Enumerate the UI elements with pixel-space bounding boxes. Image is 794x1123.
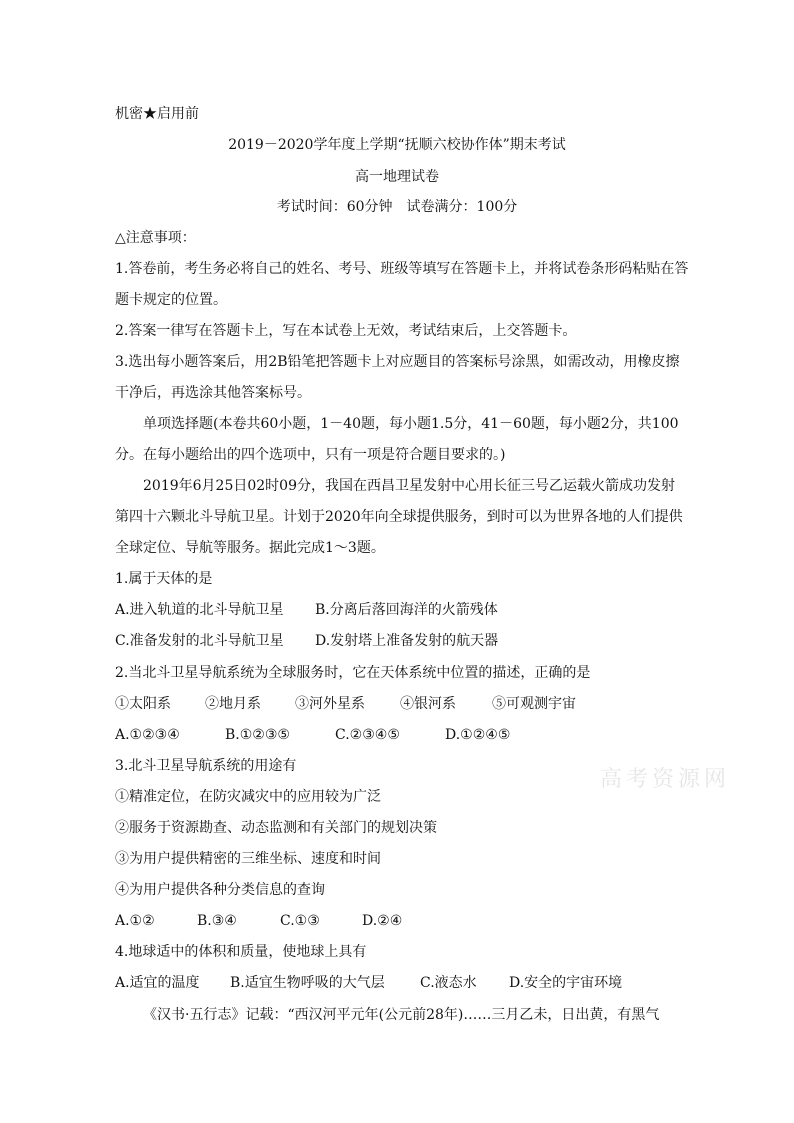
question-1-stem: 1.属于天体的是 — [115, 571, 213, 587]
question-1-option-a: A.进入轨道的北斗导航卫星 — [115, 602, 284, 618]
question-3-option-a: A.①② — [115, 913, 155, 929]
section-instructions-line-2: 分。在每小题给出的四个选项中，只有一项是符合题目要求的。) — [115, 447, 506, 463]
question-2-option-b: B.①②③⑤ — [225, 727, 290, 743]
exam-info: 考试时间：60分钟 试卷满分：100分 — [276, 199, 518, 215]
passage-1-line-3: 全球定位、导航等服务。据此完成1～3题。 — [115, 540, 385, 556]
question-2-option-a: A.①②③④ — [115, 727, 180, 743]
question-3-item-1: ①精准定位，在防灾减灾中的应用较为广泛 — [115, 789, 381, 805]
question-3-item-2: ②服务于资源勘查、动态监测和有关部门的规划决策 — [115, 820, 437, 836]
question-2-option-c: C.②③④⑤ — [335, 727, 400, 743]
question-4-option-c: C.液态水 — [420, 975, 477, 991]
confidential-label: 机密★启用前 — [115, 106, 199, 122]
question-2-item-4: ④银河系 — [400, 696, 456, 712]
section-instructions-line-1: 单项选择题(本卷共60小题，1－40题，每小题1.5分，41－60题，每小题2分，共100 — [143, 416, 679, 432]
question-2-option-d: D.①②④⑤ — [445, 727, 511, 743]
note-1-line-1: 1.答卷前，考生务必将自己的姓名、考号、班级等填写在答题卡上，并将试卷条形码粘贴在答 — [115, 261, 689, 277]
question-3-stem: 3.北斗卫星导航系统的用途有 — [115, 758, 297, 774]
question-3-item-4: ④为用户提供各种分类信息的查询 — [115, 882, 325, 898]
question-1-option-c: C.准备发射的北斗导航卫星 — [115, 633, 284, 649]
passage-1-line-2: 第四十六颗北斗导航卫星。计划于2020年向全球提供服务，到时可以为世界各地的人们提供 — [115, 509, 683, 525]
passage-2-line-1: 《汉书·五行志》记载：“西汉河平元年(公元前28年)……三月乙未，日出黄，有黑气 — [143, 1007, 660, 1023]
note-2: 2.答案一律写在答题卡上，写在本试卷上无效，考试结束后，上交答题卡。 — [115, 323, 577, 339]
question-3-item-3: ③为用户提供精密的三维坐标、速度和时间 — [115, 851, 381, 867]
question-1-option-d: D.发射塔上准备发射的航天器 — [315, 633, 499, 649]
notes-heading: △注意事项： — [115, 230, 196, 246]
note-1-line-2: 题卡规定的位置。 — [115, 292, 227, 308]
exam-title: 2019－2020学年度上学期“抚顺六校协作体”期末考试 — [228, 137, 566, 153]
question-2-item-3: ③河外星系 — [295, 696, 365, 712]
exam-subject: 高一地理试卷 — [355, 169, 439, 185]
question-4-stem: 4.地球适中的体积和质量，使地球上具有 — [115, 944, 367, 960]
question-2-item-2: ②地月系 — [205, 696, 261, 712]
note-3-line-2: 干净后，再选涂其他答案标号。 — [115, 385, 311, 401]
question-1-option-b: B.分离后落回海洋的火箭残体 — [315, 602, 498, 618]
question-3-option-c: C.①③ — [280, 913, 320, 929]
watermark: 高考资源网 — [600, 767, 731, 792]
question-4-option-d: D.安全的宇宙环境 — [509, 975, 623, 991]
question-4-option-b: B.适宜生物呼吸的大气层 — [230, 975, 385, 991]
question-2-stem: 2.当北斗卫星导航系统为全球服务时，它在天体系统中位置的描述，正确的是 — [115, 665, 591, 681]
question-3-option-d: D.②④ — [362, 913, 403, 929]
question-2-item-5: ⑤可观测宇宙 — [492, 696, 576, 712]
question-3-option-b: B.③④ — [197, 913, 237, 929]
passage-1-line-1: 2019年6月25日02时09分，我国在西昌卫星发射中心用长征三号乙运载火箭成功发射 — [143, 478, 675, 494]
question-4-option-a: A.适宜的温度 — [115, 975, 200, 991]
note-3-line-1: 3.选出每小题答案后，用2B铅笔把答题卡上对应题目的答案标号涂黑，如需改动，用橡皮擦 — [115, 354, 680, 370]
question-2-item-1: ①太阳系 — [115, 696, 171, 712]
